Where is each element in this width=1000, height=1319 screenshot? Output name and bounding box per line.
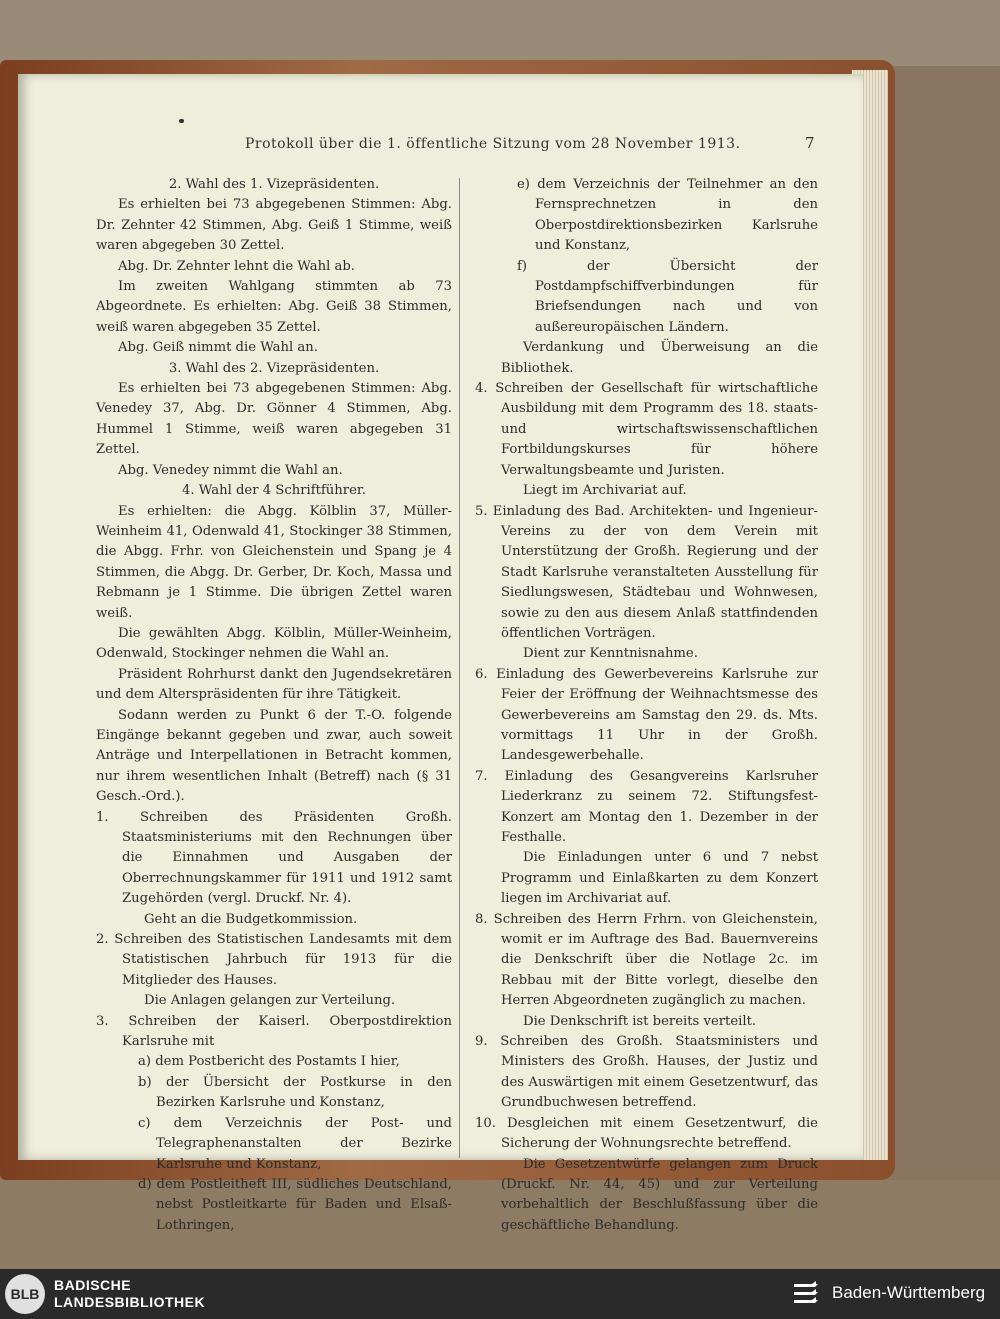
footer-bar [0, 1269, 1000, 1319]
paragraph: Die Anlagen gelangen zur Verteilung. [144, 993, 396, 1009]
paragraph: Es erhielten bei 73 abgegebenen Stimmen: Abg. Venedey 37, Abg. Dr. Gönner 4 Stimmen, Abg. Hummel 1 Stimme, weiß waren abgegeben 31 Zettel. [96, 381, 452, 458]
paragraph: Die Einladungen unter 6 und 7 nebst Programm und Einlaßkarten zu dem Konzert liegen im Archivariat auf. [501, 850, 818, 907]
list-item: 4. Schreiben der Gesellschaft für wirtschaftliche Ausbildung mit dem Programm des 18. staats- und wirtschaftswissenschaftlichen Fortbildungskurses für höhere Verwaltungsbeamte und Juristen. [475, 381, 818, 478]
sub-list-item: a) dem Postbericht des Postamts I hier, [138, 1054, 400, 1070]
section-heading: 3. Wahl des 2. Vizepräsidenten. [168, 360, 380, 376]
section-heading: 4. Wahl der 4 Schriftführer. [182, 483, 366, 499]
paragraph: Es erhielten bei 73 abgegebenen Stimmen: Abg. Dr. Zehnter 42 Stimmen, Abg. Geiß 1 Stimme, weiß waren abgegeben 30 Zettel. [96, 197, 452, 254]
paragraph: Die Denkschrift ist bereits verteilt. [523, 1013, 757, 1029]
paragraph: Im zweiten Wahlgang stimmten ab 73 Abgeordnete. Es erhielten: Abg. Geiß 38 Stimmen, weiß waren abgegeben 35 Zettel. [96, 279, 452, 335]
ink-mark [179, 119, 184, 123]
paragraph: Abg. Venedey nimmt die Wahl an. [118, 462, 343, 478]
list-item: 8. Schreiben des Herrn Frhrn. von Gleichenstein, womit er im Auftrage des Bad. Bauernvereins die Denkschrift über die Notlage 2c. im Rebbau mit der Bitte vorlegt, dieselbe den Herren Abgeordneten zugänglich zu machen. [475, 911, 818, 1009]
paragraph: Sodann werden zu Punkt 6 der T.-O. folgende Eingänge bekannt gegeben und zwar, auch soweit Anträge und Interpellationen in Betracht kommen, nur ihrem wesentlichen Inhalt (Betreff) nach (§ 31 Gesch.-Ord.). [96, 707, 452, 805]
blb-logo[interactable]: BLB [5, 1274, 45, 1314]
list-item: 6. Einladung des Gewerbevereins Karlsruhe zur Feier der Eröffnung der Weihnachtsmesse des Gewerbevereins am Samstag den 29. ds. Mts. vormittags 11 Uhr in der Großh. Landesgewerbehalle. [475, 666, 818, 764]
paragraph: Verdankung und Überweisung an die Bibliothek. [501, 340, 818, 376]
page-number: 7 [805, 134, 815, 152]
column-divider [459, 178, 460, 1158]
list-item: 2. Schreiben des Statistischen Landesamts mit dem Statistischen Jahrbuch für 1913 für die Mitglieder des Hauses. [96, 932, 452, 988]
sub-list-item: e) dem Verzeichnis der Teilnehmer an den Fernsprechnetzen in den Oberpostdirektionsbezirken Karlsruhe und Konstanz, [517, 177, 818, 254]
paragraph: Abg. Dr. Zehnter lehnt die Wahl ab. [118, 258, 355, 274]
sub-list-item: b) der Übersicht der Postkurse in den Bezirken Karlsruhe und Konstanz, [138, 1074, 452, 1111]
paragraph: Geht an die Budgetkommission. [144, 911, 358, 927]
paragraph: Die gewählten Abgg. Kölblin, Müller-Weinheim, Odenwald, Stockinger nehmen die Wahl an. [96, 625, 452, 662]
state-name[interactable]: Baden-Württemberg [832, 1283, 986, 1302]
list-item: 7. Einladung des Gesangvereins Karlsruher Liederkranz zu seinem 72. Stiftungsfest-Konzert am Montag den 1. Dezember in der Festhalle. [475, 768, 818, 845]
list-item: 10. Desgleichen mit einem Gesetzentwurf, die Sicherung der Wohnungsrechte betreffend. [475, 1115, 818, 1152]
library-name-line2: LANDESBIBLIOTHEK [54, 1294, 206, 1310]
list-item: 9. Schreiben des Großh. Staatsministers und Ministers des Großh. Hauses, der Justiz und des Auswärtigen mit einem Gesetzentwurf, das Grundbuchwesen betreffend. [475, 1034, 818, 1111]
left-column [96, 175, 452, 1236]
paragraph: Liegt im Archivariat auf. [523, 483, 687, 499]
background-top [0, 0, 1000, 66]
running-head: Protokoll über die 1. öffentliche Sitzung vom 28 November 1913. [245, 136, 741, 152]
sub-list-item: f) der Übersicht der Postdampfschiffverbindungen für Briefsendungen nach und von außereuropäischen Ländern. [517, 258, 818, 335]
state-lions-icon [790, 1278, 822, 1310]
right-column [475, 175, 818, 1236]
sub-list-item: d) dem Postleitheft III, südliches Deutschland, nebst Postleitkarte für Baden und Elsaß-Lothringen, [138, 1176, 452, 1233]
paragraph: Abg. Geiß nimmt die Wahl an. [118, 340, 318, 356]
paragraph: Die Gesetzentwürfe gelangen zum Druck (Druckf. Nr. 44, 45) und zur Verteilung vorbehaltlich der Beschlußfassung über die geschäftliche Behandlung. [501, 1156, 818, 1233]
section-heading: 2. Wahl des 1. Vizepräsidenten. [168, 177, 380, 192]
library-name-line1: BADISCHE [54, 1277, 132, 1293]
list-item: 3. Schreiben der Kaiserl. Oberpostdirektion Karlsruhe mit [96, 1013, 452, 1050]
list-item: 1. Schreiben des Präsidenten Großh. Staatsministeriums mit den Rechnungen über die Einnahmen und Ausgaben der Oberrechnungskammer für 1911 und 1912 samt Zugehörden (vergl. Druckf. Nr. 4). [96, 809, 452, 907]
paragraph: Es erhielten: die Abgg. Kölblin 37, Müller-Weinheim 41, Odenwald 41, Stockinger 38 Stimmen, die Abgg. Frhr. von Gleichenstein und Spang je 4 Stimmen, die Abgg. Dr. Gerber, Dr. Koch, Massa und Rebmann je 1 Stimme. Die übrigen Zettel waren weiß. [96, 503, 452, 621]
sub-list-item: c) dem Verzeichnis der Post- und Telegraphenanstalten der Bezirke Karlsruhe und Konstanz, [138, 1115, 452, 1172]
list-item: 5. Einladung des Bad. Architekten- und Ingenieur-Vereins zu der von dem Verein mit Unterstützung der Großh. Regierung und der Stadt Karlsruhe veranstalteten Ausstellung für Siedlungswesen, Städtebau und Wohnwesen, sowie zu den aus diesem Anlaß stattfindenden öffentlichen Vorträgen. [475, 503, 818, 641]
paragraph: Dient zur Kenntnisnahme. [523, 646, 698, 662]
paragraph: Präsident Rohrhurst dankt den Jugendsekretären und dem Alterspräsidenten für ihre Tätigkeit. [96, 666, 452, 703]
library-name[interactable] [54, 1277, 205, 1311]
